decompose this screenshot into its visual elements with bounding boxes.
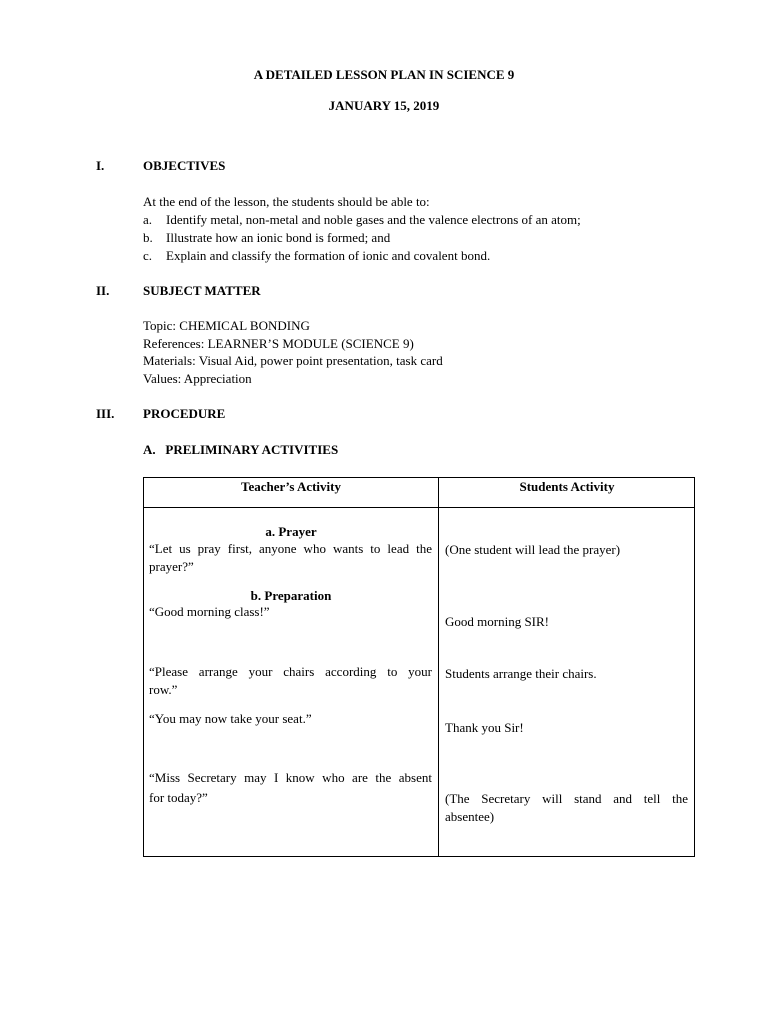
subject-topic: Topic: CHEMICAL BONDING [143, 318, 310, 333]
document-title: A DETAILED LESSON PLAN IN SCIENCE 9 [253, 67, 515, 82]
column-divider [438, 478, 439, 856]
list-item-letter: a. [143, 212, 153, 227]
document-date: JANUARY 15, 2019 [328, 98, 440, 113]
student-chairs: Students arrange their chairs. [445, 666, 597, 681]
section-heading-procedure: PROCEDURE [143, 406, 226, 421]
column-header-teacher: Teacher’s Activity [240, 479, 341, 494]
section-heading-subject-matter: SUBJECT MATTER [143, 283, 261, 298]
student-prayer: (One student will lead the prayer) [445, 542, 621, 557]
list-item-letter: c. [143, 248, 153, 263]
teacher-prayer-line2: prayer?” [149, 559, 194, 574]
section-numeral-procedure: III. [96, 406, 115, 421]
teacher-chairs-line2: row.” [149, 682, 178, 697]
list-item-text: Illustrate how an ionic bond is formed; and [166, 230, 391, 245]
section-numeral-subject-matter: II. [96, 283, 110, 298]
activity-table [143, 477, 695, 857]
sub-heading-preliminary-activities: A. PRELIMINARY ACTIVITIES [143, 442, 339, 457]
list-item-letter: b. [143, 230, 153, 245]
student-absent-line2: absentee) [445, 809, 495, 824]
teacher-absent-line1: “Miss Secretary may I know who are the absent [149, 770, 432, 785]
section-heading-objectives: OBJECTIVES [143, 158, 226, 173]
subject-values: Values: Appreciation [143, 371, 252, 386]
subject-references: References: LEARNER’S MODULE (SCIENCE 9) [143, 336, 414, 351]
student-thanks: Thank you Sir! [445, 720, 524, 735]
teacher-greeting: “Good morning class!” [149, 604, 270, 619]
objectives-intro: At the end of the lesson, the students should be able to: [143, 194, 430, 209]
student-greeting: Good morning SIR! [445, 614, 549, 629]
teacher-preparation-heading: b. Preparation [250, 588, 332, 603]
list-item-text: Explain and classify the formation of ionic and covalent bond. [166, 248, 491, 263]
section-numeral-objectives: I. [96, 158, 105, 173]
teacher-seat: “You may now take your seat.” [149, 711, 312, 726]
list-item-text: Identify metal, non-metal and noble gases and the valence electrons of an atom; [166, 212, 581, 227]
teacher-absent-line2: for today?” [149, 790, 208, 805]
subject-materials: Materials: Visual Aid, power point presentation, task card [143, 353, 443, 368]
teacher-prayer-line1: “Let us pray first, anyone who wants to lead the [149, 541, 432, 556]
teacher-chairs-line1: “Please arrange your chairs according to your [149, 664, 432, 679]
student-absent-line1: (The Secretary will stand and tell the [445, 791, 688, 806]
column-header-students: Students Activity [519, 479, 615, 494]
teacher-prayer-heading: a. Prayer [265, 524, 317, 539]
